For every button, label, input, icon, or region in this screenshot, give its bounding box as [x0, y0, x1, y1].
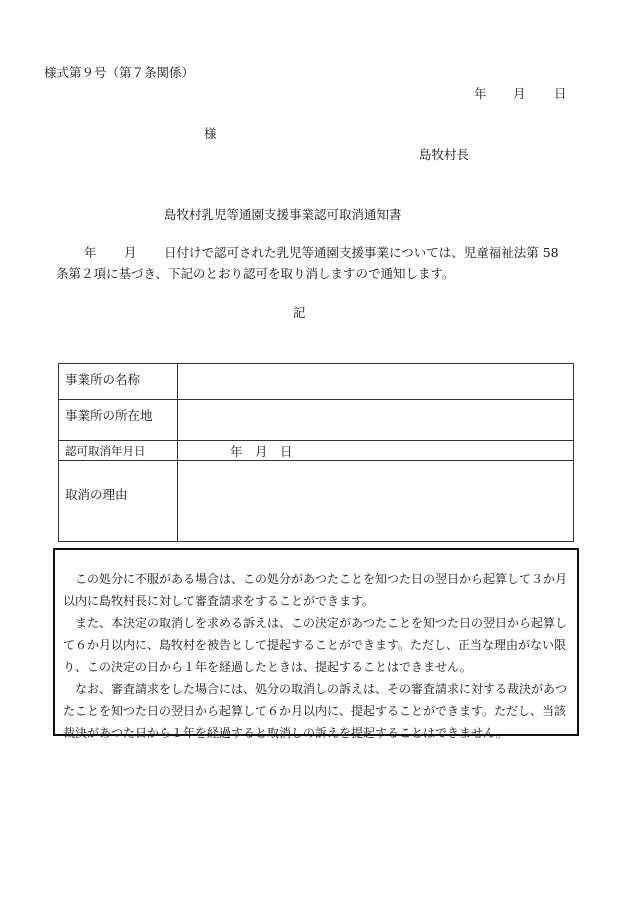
appeal-notice-box: [53, 548, 579, 740]
row-label-location: 事業所の所在地: [59, 400, 178, 441]
row-value-name: [178, 364, 574, 400]
table-row: [59, 400, 574, 441]
notice-paragraph-3: なお、審査請求をした場合には、処分の取消しの訴えは、その審査請求に対する裁決があつたことを知つた日の翌日から起算して６か月以内に、提起することができます。ただし、当該裁決があつた日から１年を経過すると取消しの訴えを提起することはできません。: [63, 682, 568, 740]
body-lead-year: 年: [84, 245, 97, 260]
body-line-2: 条第２項に基づき、下記のとおり認可を取り消しますので通知します。: [56, 266, 455, 281]
notice-paragraph-2: また、本決定の取消しを求める訴えは、この決定があつたことを知つた日の翌日から起算して６か月以内に、島牧村を被告として提起することができます。ただし、正当な理由がない限り、この決定の日から１年を経過したときは、提起することはできません。: [63, 616, 568, 674]
row-value-location: [178, 400, 574, 441]
ki-label: 記: [293, 305, 306, 320]
table-row: [59, 441, 574, 461]
date-day: 日: [554, 86, 567, 101]
document-title: 島牧村乳児等通園支援事業認可取消通知書: [164, 207, 402, 222]
date-month: 月: [513, 86, 526, 101]
body-line-1: 日付けで認可された乳児等通園支援事業については、児童福祉法第 58: [164, 245, 559, 260]
row-value-revocation-date: 年 月 日: [178, 441, 574, 461]
body-lead-month: 月: [124, 245, 137, 260]
notice-paragraph-1: この処分に不服がある場合は、この処分があつたことを知つた日の翌日から起算して３か月以内に島牧村長に対して審査請求をすることができます。: [63, 572, 568, 608]
row-label-revocation-date: 認可取消年月日: [59, 441, 178, 461]
issuer-name: 島牧村長: [419, 147, 470, 162]
table-row: [59, 364, 574, 400]
row-value-reason: [178, 461, 574, 542]
form-number: 様式第９号（第７条関係）: [44, 65, 195, 80]
row-label-name: 事業所の名称: [59, 364, 178, 400]
addressee-suffix: 様: [204, 126, 217, 141]
row-label-reason: 取消の理由: [59, 461, 178, 542]
date-year: 年: [474, 86, 487, 101]
table-row: [59, 461, 574, 542]
business-info-table: [58, 363, 574, 542]
